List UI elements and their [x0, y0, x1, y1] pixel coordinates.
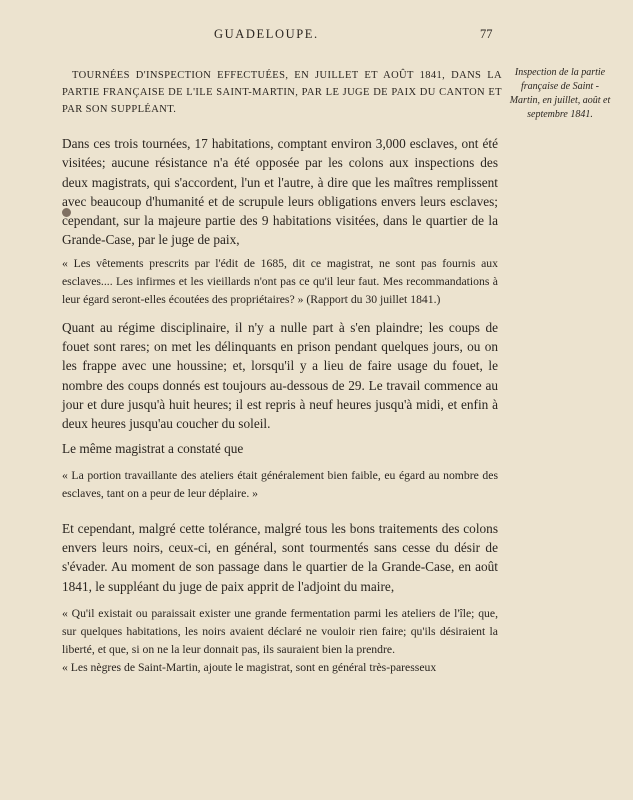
quotation-2: « La portion travaillante des ateliers était généralement bien faible, eu égard au nombre des esclaves, tant on a peur de leur déplaire. »	[62, 468, 498, 500]
marginal-note: Inspection de la partie française de Saint - Martin, en juillet, août et septembre 1841.	[509, 67, 611, 120]
paragraph-4: Et cependant, malgré cette tolérance, malgré tous les bons traitements des colons envers leurs noirs, ceux-ci, en général, sont tourmentés sans cesse du désir de s'évader. Au moment de son passage dans le quartier de la Grande-Case, en août 1841, le suppléant du juge de paix apprit de l'adjoint du maire,	[62, 520, 498, 594]
running-head	[0, 27, 633, 45]
running-head-title: GUADELOUPE.	[214, 27, 319, 41]
section-heading: TOURNÉES D'INSPECTION EFFECTUÉES, EN JUILLET ET AOÛT 1841, DANS LA PARTIE FRANÇAISE DE L'ILE SAINT-MARTIN, PAR LE JUGE DE PAIX DU CANTON ET PAR SON SUPPLÉANT.	[62, 70, 502, 115]
page-number: 77	[480, 27, 493, 41]
body-text	[62, 134, 498, 677]
paragraph-2: Quant au régime disciplinaire, il n'y a nulle part à s'en plaindre; les coups de fouet sont rares; on met les délinquants en prison pendant quelques jours, ou on les frappe avec une houssine; et, lorsqu'il y a lieu de faire usage du fouet, le nombre des coups donnés est toujours au-dessous de 29. Le travail commence au jour et dure jusqu'à huit heures; il est repris à neuf heures jusqu'à midi, et enfin à deux heures jusqu'au coucher du soleil.	[62, 319, 498, 432]
paragraph-1: Dans ces trois tournées, 17 habitations, comptant environ 3,000 esclaves, ont été visitées; aucune résistance n'a été opposée par les colons aux inspections des deux magistrats, qui s'accordent, l'un et l'autre, à dire que les maîtres remplissent avec beaucoup d'humanité et de scrupule leurs obligations envers leurs esclaves; cependant, sur la majeure partie des 9 habitations visitées, dans le quartier de la Grande-Case, par le juge de paix,	[62, 136, 498, 248]
quotation-3: « Qu'il existait ou paraissait exister une grande fermentation parmi les ateliers de l'île; que, sur quelques habitations, les noirs avaient déclaré ne vouloir rien faire; qu'ils désiraient la liberté, et que, si on ne la leur donnait pas, ils sauraient bien la prendre.	[62, 607, 498, 657]
paragraph-3: Le même magistrat a constaté que	[62, 440, 244, 456]
quotation-4: « Les nègres de Saint-Martin, ajoute le magistrat, sont en général très-paresseux	[62, 661, 437, 675]
quotation-1: « Les vêtements prescrits par l'édit de 1685, dit ce magistrat, ne sont pas fournis aux esclaves.... Les infirmes et les vieillards n'ont pas ce qu'il leur faut. Mes recommandations à leur égard seront-elles écoutées des propriétaires? » (Rapport du 30 juillet 1841.)	[62, 256, 498, 306]
